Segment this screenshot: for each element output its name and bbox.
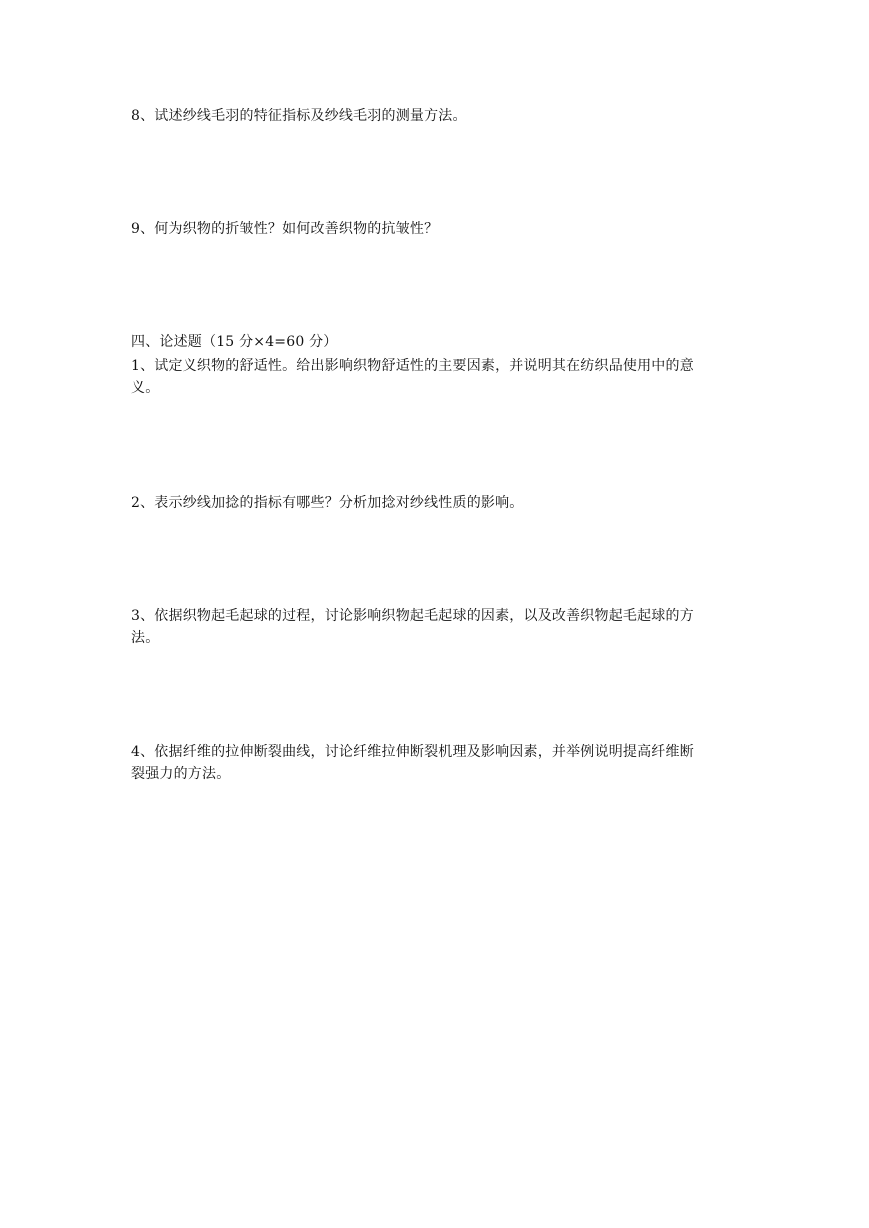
question-9: 9、何为织物的折皱性？如何改善织物的抗皱性？: [131, 221, 439, 237]
essay-question-2: 2、表示纱线加捻的指标有哪些？分析加捻对纱线性质的影响。: [131, 495, 524, 511]
essay-question-4-line-2: 裂强力的方法。: [131, 766, 231, 782]
essay-question-3-line-1: 3、依据织物起毛起球的过程，讨论影响织物起毛起球的因素，以及改善织物起毛起球的方: [131, 608, 694, 624]
section-4-heading: 四、论述题（15 分×4=60 分）: [131, 334, 338, 350]
essay-question-1-line-2: 义。: [131, 380, 160, 396]
question-8: 8、试述纱线毛羽的特征指标及纱线毛羽的测量方法。: [131, 108, 467, 124]
essay-question-4-line-1: 4、依据纤维的拉伸断裂曲线，讨论纤维拉伸断裂机理及影响因素，并举例说明提高纤维断: [131, 744, 694, 760]
essay-question-1-line-1: 1、试定义织物的舒适性。给出影响织物舒适性的主要因素，并说明其在纺织品使用中的意: [131, 358, 694, 374]
essay-question-3-line-2: 法。: [131, 630, 160, 646]
